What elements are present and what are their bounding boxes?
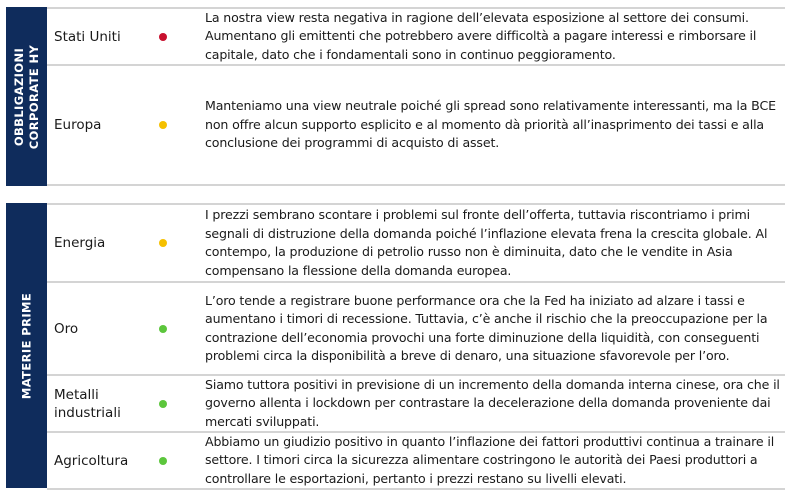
section-title-line: OBBLIGAZIONI	[11, 47, 26, 146]
table-row-oro	[47, 283, 785, 376]
status-dot-neutral-icon	[159, 239, 167, 247]
status-dot-positive-icon	[159, 400, 167, 408]
section-obbligazioni-corporate-hy	[6, 7, 785, 186]
row-commentary: L’oro tende a registrare buone performance ora che la Fed ha iniziato ad alzare i tassi e aumentano i timori di recessione. Tuttavia, c’è anche il rischio che la preoccupazione per la contrazione dell’economia provochi una forte diminuzione della liquidità, con conseguenti problemi circa la disponibilità a breve di denaro, una situazione sfavorevole per l’oro.	[205, 292, 768, 364]
section-materie-prime	[6, 203, 785, 488]
section-rows	[47, 7, 785, 186]
row-label: Oro	[54, 320, 79, 337]
row-commentary: Siamo tuttora positivi in previsione di un incremento della domanda interna cinese, ora che il governo allenta i lockdown per contrastare la decelerazione della domanda proveniente dai mercati sviluppati.	[205, 376, 780, 429]
row-label: Agricoltura	[54, 452, 129, 469]
row-label: Stati Uniti	[54, 28, 121, 45]
row-label-line: Metalli	[54, 386, 99, 403]
row-label-line: industriali	[54, 404, 121, 421]
table-row-metalli-industriali	[47, 376, 785, 433]
row-commentary: Manteniamo una view neutrale poiché gli spread sono relativamente interessanti, ma la BCE non offre alcun supporto esplicito e al momento dà priorità all’inasprimento dei tassi e alla conclusione dei programmi di acquisto di asset.	[205, 98, 776, 151]
row-commentary: I prezzi sembrano scontare i problemi sul fronte dell’offerta, tuttavia riscontriamo i primi segnali di distruzione della domanda poiché l’inflazione elevata frena la crescita globale. Al contempo, la produzione di petrolio russo non è diminuita, dato che le vendite in Asia compensano la flessione della domanda europea.	[205, 206, 768, 278]
section-band	[6, 203, 47, 488]
row-commentary: Abbiamo un giudizio positivo in quanto l’inflazione dei fattori produttivi continua a trainare il settore. I timori circa la sicurezza alimentare costringono le autorità dei Paesi produttori a controllare le esportazioni, pertanto i prezzi restano su livelli elevati.	[205, 433, 775, 486]
table-row-europa	[47, 66, 785, 186]
table-row-stati-uniti	[47, 9, 785, 66]
section-band	[6, 7, 47, 186]
table-row-energia	[47, 205, 785, 283]
row-label	[54, 386, 121, 422]
row-label: Europa	[54, 117, 102, 133]
section-title	[19, 292, 34, 398]
section-title-line: CORPORATE HY	[26, 44, 41, 149]
section-rows	[47, 203, 785, 488]
status-dot-positive-icon	[159, 325, 167, 333]
row-commentary: La nostra view resta negativa in ragione dell’elevata esposizione al settore dei consumi. Aumentano gli emittenti che potrebbero avere difficoltà a pagare interessi e rimborsare il capitale, dato che i fondamentali sono in continuo peggioramento.	[205, 9, 757, 62]
row-label: Energia	[54, 235, 106, 251]
status-dot-negative-icon	[159, 33, 167, 41]
table-row-agricoltura	[47, 433, 785, 490]
status-dot-positive-icon	[159, 457, 167, 465]
section-title	[12, 44, 42, 149]
section-title-line: MATERIE PRIME	[19, 292, 33, 399]
status-dot-neutral-icon	[159, 121, 167, 129]
